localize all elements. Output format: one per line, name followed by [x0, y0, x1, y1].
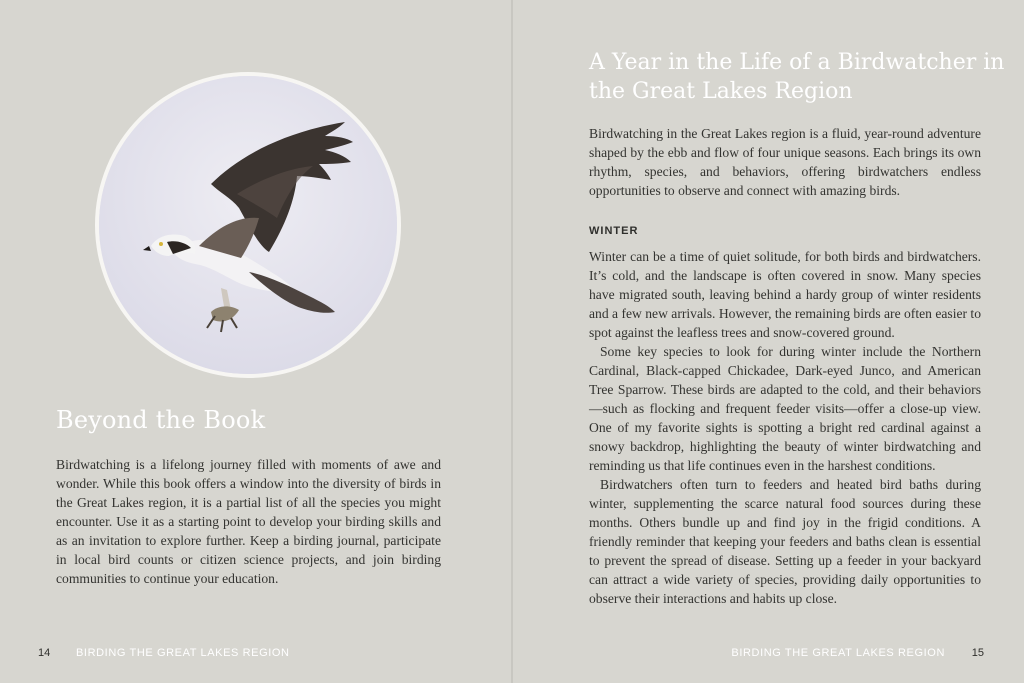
running-head-left: BIRDING THE GREAT LAKES REGION [76, 647, 290, 659]
right-page [513, 0, 1024, 683]
left-page-body: Birdwatching is a lifelong journey filled with moments of awe and wonder. While this book offers a window into the diversity of birds in the Great Lakes region, it is a partial list of all the species you might encounter. Use it as a starting point to develop your birding skills and as an invitation to explore further. Keep a birding journal, participate in local bird counts or citizen science projects, and join birding communities to continue your education. [56, 457, 441, 586]
left-page [0, 0, 511, 683]
running-head-right: BIRDING THE GREAT LAKES REGION [731, 647, 945, 659]
page-number-right: 15 [971, 647, 984, 659]
winter-paragraph: Birdwatchers often turn to feeders and heated bird baths during winter, supplementing the scarce natural food sources during these months. Others bundle up and find joy in the frigid conditions. A friendly reminder that keeping your feeders and baths clean is essential to prevent the spread of disease. Setting up a feeder in your backyard can attract a wide variety of species, providing daily opportunities to observe their interactions and habits up close. [589, 477, 981, 606]
page-number-left: 14 [38, 647, 51, 659]
left-page-heading: Beyond the Book [56, 406, 266, 434]
winter-section-body [589, 247, 981, 608]
right-page-heading: A Year in the Life of a Birdwatcher in the Great Lakes Region [589, 50, 1005, 104]
right-page-intro: Birdwatching in the Great Lakes region is a fluid, year-round adventure shaped by the ebb and flow of four unique seasons. Each brings its own rhythm, species, and behaviors, offering birdwatchers endless opportunities to observe and connect with amazing birds. [589, 126, 981, 198]
winter-paragraph: Some key species to look for during winter include the Northern Cardinal, Black-capped Chickadee, Dark-eyed Junco, and American Tree Sparrow. These birds are adapted to the cold, and their behaviors—such as flocking and frequent feeder visits—offer a close-up view. One of my favorite sights is spotting a bright red cardinal against a snowy backdrop, highlighting the beauty of winter birdwatching and reminding us that life continues even in the harshest conditions. [589, 344, 981, 473]
section-title-winter: WINTER [589, 225, 639, 237]
winter-paragraph: Winter can be a time of quiet solitude, for both birds and birdwatchers. It’s cold, and the landscape is often covered in snow. Many species have migrated south, leaving behind a hardy group of winter residents and a few new arrivals. However, the remaining birds are often easier to spot against the leafless trees and snow-covered ground. [589, 249, 982, 340]
osprey-photo [99, 76, 397, 374]
osprey-photo-frame [95, 72, 401, 378]
